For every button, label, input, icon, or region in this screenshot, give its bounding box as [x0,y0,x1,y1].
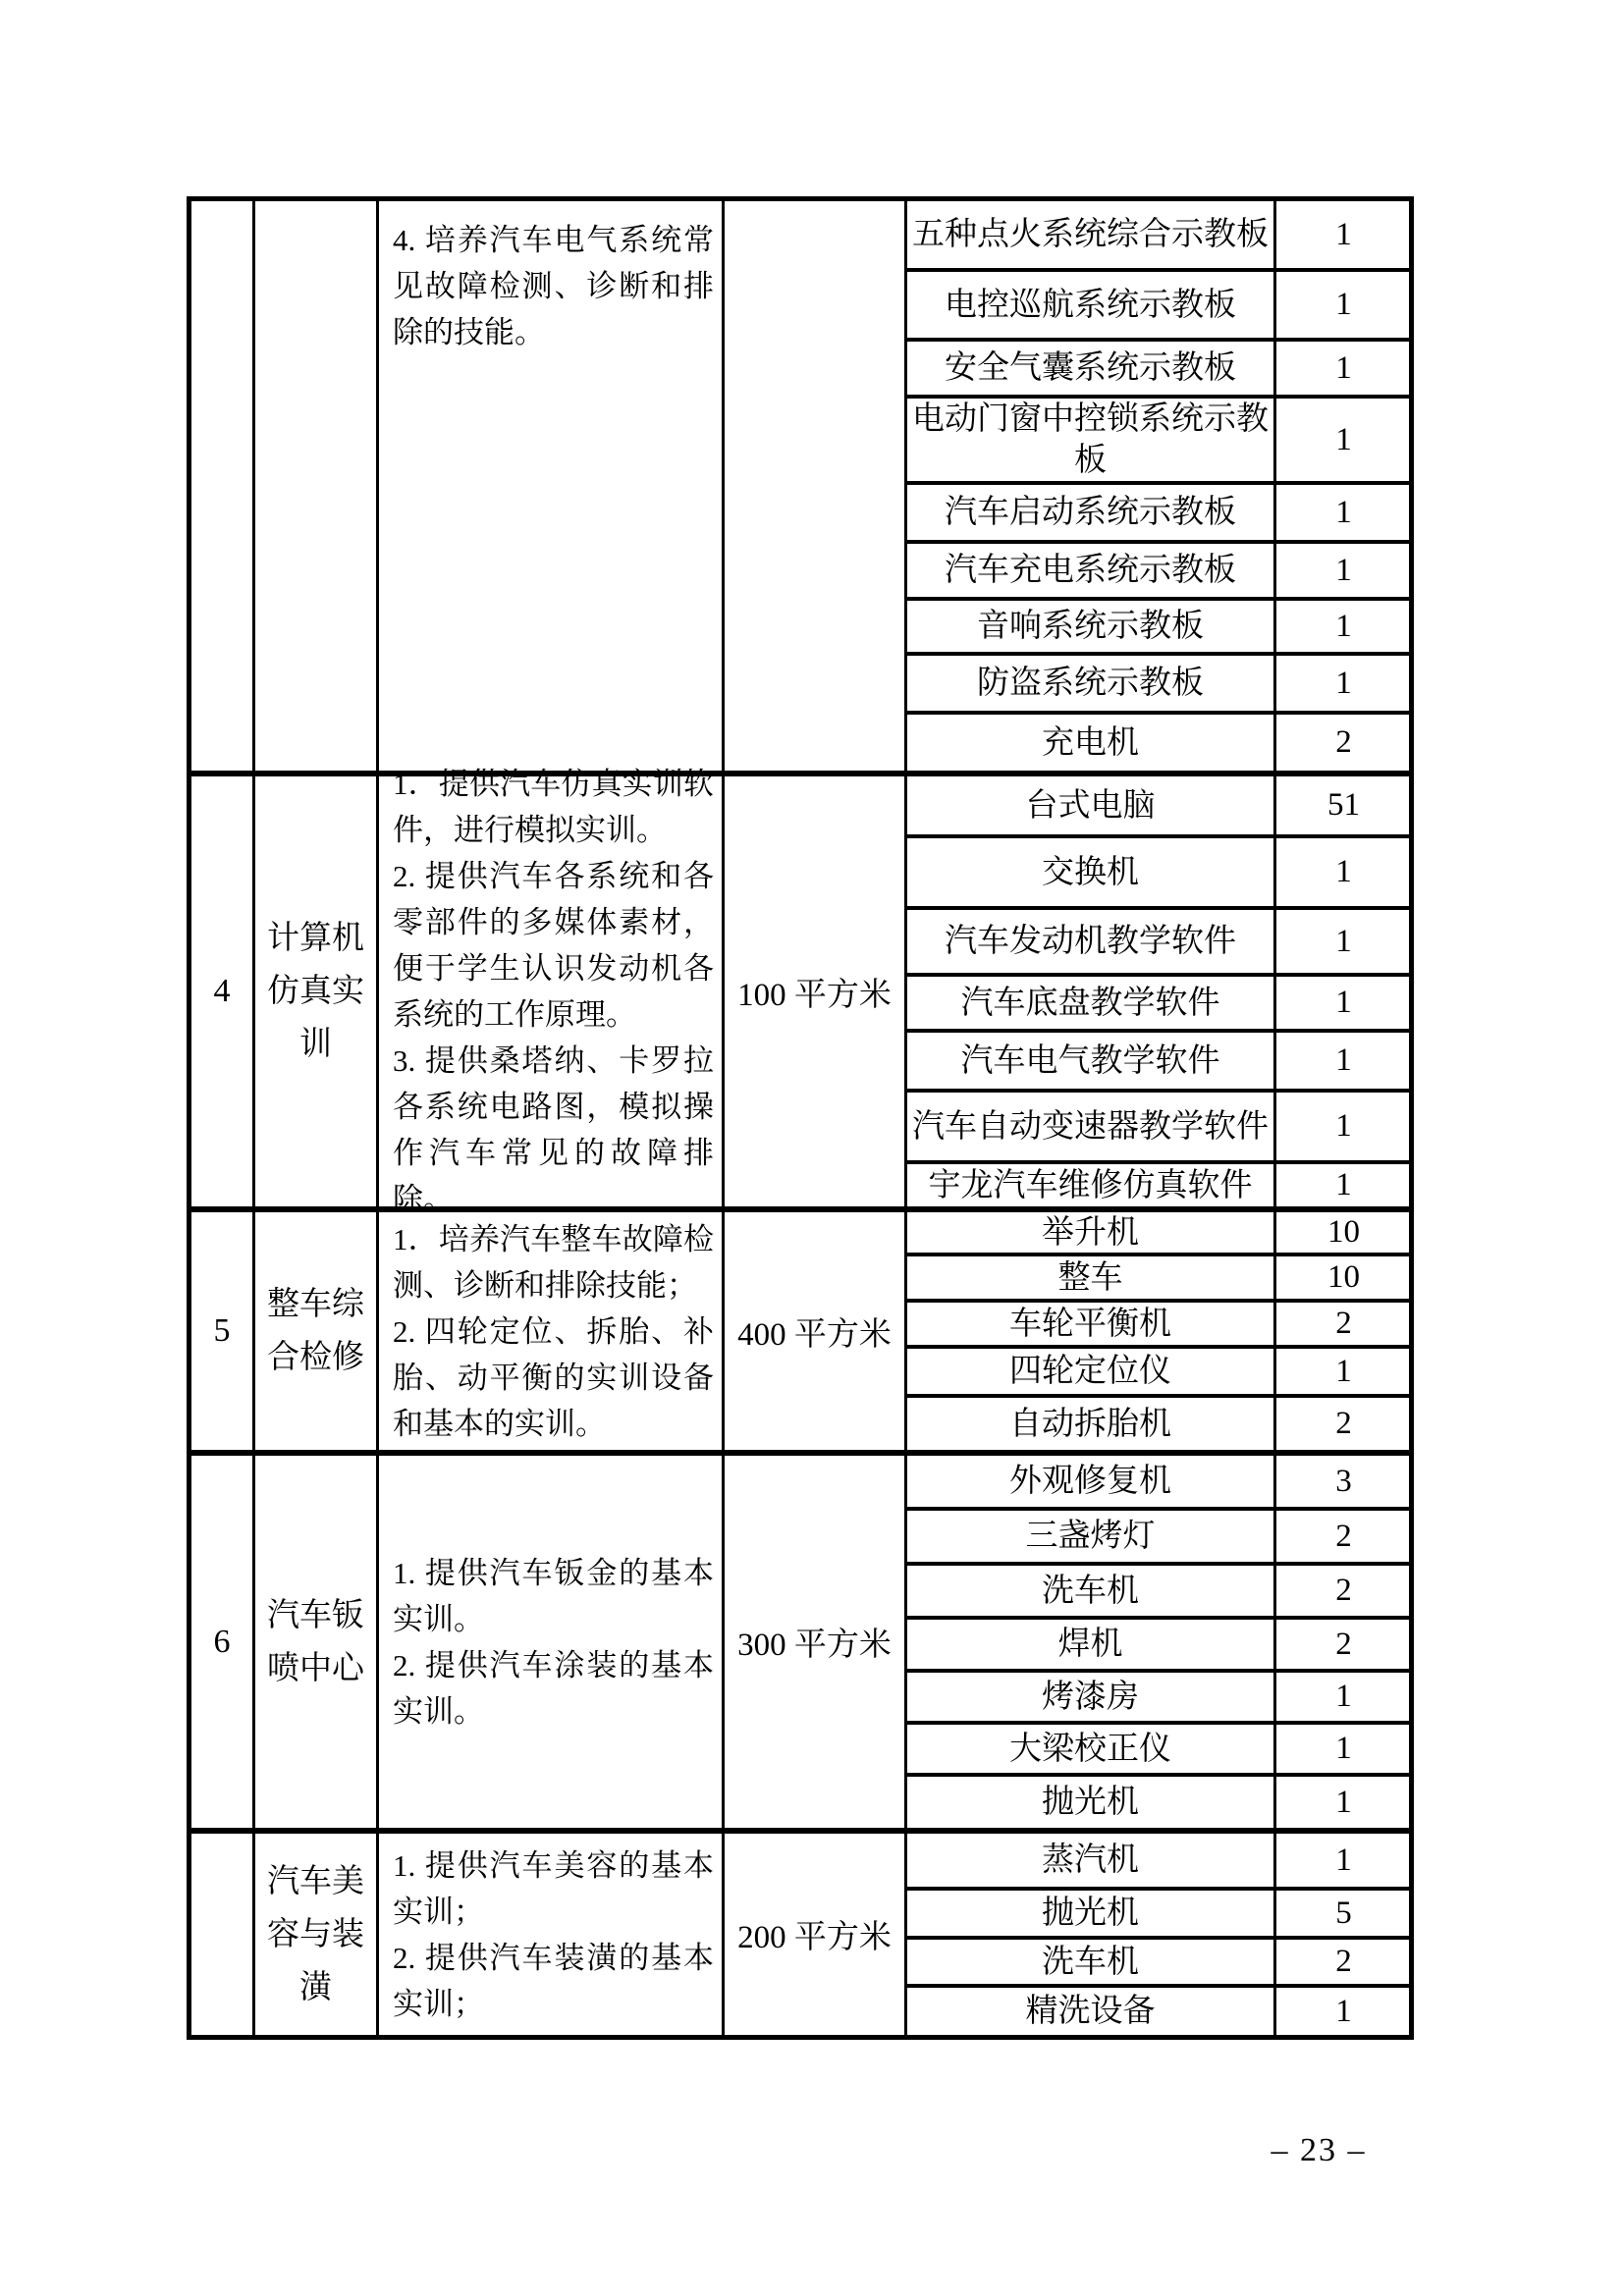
equipment-qty-cell: 1 [1335,1784,1352,1820]
equipment-name-cell: 精洗设备 [907,1988,1276,2035]
equipment-row [907,977,1414,1033]
facility-name-cell: 整车综合检修 [255,1212,379,1450]
equipment-qty-cell: 2 [1335,1406,1352,1441]
facility-function-cell [379,1212,725,1450]
table-section-body-paint-center [191,1450,1409,1828]
equipment-qty-cell: 1 [1335,287,1352,322]
equipment-name-cell: 音响系统示教板 [907,601,1276,652]
equipment-list [907,1212,1414,1450]
equipment-row [907,1093,1414,1164]
function-item: 2. 提供汽车涂装的基本实训。 [393,1647,714,1729]
equipment-name-cell: 四轮定位仪 [907,1349,1276,1394]
equipment-name-cell: 电动门窗中控锁系统示教板 [907,399,1276,481]
equipment-list [907,201,1414,771]
facility-name-cell: 汽车钣喷中心 [255,1456,379,1828]
table-section-beauty-upholstery [191,1828,1409,2035]
equipment-qty-cell: 1 [1335,1108,1352,1144]
area-cell [725,201,907,771]
equipment-qty-cell: 2 [1335,724,1352,760]
equipment-name-cell: 烤漆房 [907,1673,1276,1721]
row-number-cell: 6 [191,1456,255,1828]
training-facilities-table [187,196,1414,2040]
equipment-name-cell: 交换机 [907,838,1276,906]
equipment-row [907,1349,1414,1398]
equipment-name-cell: 充电机 [907,715,1276,771]
equipment-name-cell: 五种点火系统综合示教板 [907,201,1276,268]
equipment-row [907,342,1414,399]
equipment-qty-cell: 1 [1335,665,1352,701]
function-item: 4. 培养汽车电气系统常见故障检测、诊断和排除的技能。 [393,223,714,349]
equipment-qty-cell: 3 [1335,1463,1352,1499]
equipment-qty-cell: 1 [1335,1679,1352,1714]
table-section-vehicle-overhaul [191,1206,1409,1450]
equipment-qty-cell: 10 [1327,1259,1360,1295]
equipment-qty-cell: 1 [1335,349,1352,386]
facility-name-cell [255,201,379,771]
equipment-row [907,1212,1414,1256]
equipment-qty-cell: 1 [1335,1167,1352,1202]
equipment-row [907,1988,1414,2035]
equipment-row [907,1398,1414,1450]
row-number-cell [191,201,255,771]
equipment-row [907,1940,1414,1988]
equipment-row [907,1256,1414,1303]
area-cell: 300 平方米 [725,1456,907,1828]
equipment-list [907,776,1414,1206]
equipment-row [907,272,1414,342]
equipment-name-cell: 汽车充电系统示教板 [907,544,1276,597]
function-item: 2. 四轮定位、拆胎、补胎、动平衡的实训设备和基本的实训。 [393,1313,714,1441]
equipment-name-cell: 安全气囊系统示教板 [907,342,1276,395]
equipment-qty-cell: 2 [1335,1306,1352,1341]
facility-function-cell [379,767,725,1216]
equipment-row [907,1891,1414,1940]
facility-name-cell: 计算机仿真实训 [255,776,379,1206]
equipment-qty-cell: 51 [1327,787,1360,823]
equipment-qty-cell: 1 [1335,1842,1352,1878]
equipment-row [907,1725,1414,1777]
equipment-row [907,399,1414,485]
equipment-qty-cell: 1 [1335,421,1352,457]
area-cell: 400 平方米 [725,1212,907,1450]
equipment-name-cell: 洗车机 [907,1940,1276,1984]
equipment-qty-cell: 1 [1335,494,1352,530]
equipment-row [907,201,1414,272]
area-cell: 200 平方米 [725,1834,907,2035]
equipment-row [907,601,1414,656]
table-section-computer-simulation [191,767,1409,1216]
equipment-qty-cell: 2 [1335,1573,1352,1608]
equipment-name-cell: 自动拆胎机 [907,1398,1276,1450]
equipment-row [907,1620,1414,1673]
equipment-qty-cell: 1 [1335,216,1352,252]
equipment-row [907,910,1414,977]
equipment-name-cell: 抛光机 [907,1891,1276,1936]
equipment-name-cell: 大梁校正仪 [907,1725,1276,1773]
equipment-name-cell: 蒸汽机 [907,1834,1276,1887]
equipment-qty-cell: 10 [1327,1214,1360,1250]
function-item: 1. 提供汽车美容的基本实训； [393,1847,714,1929]
equipment-name-cell: 洗车机 [907,1566,1276,1616]
equipment-row [907,1834,1414,1891]
table-section-electrical-continued [191,201,1409,771]
equipment-row [907,1566,1414,1620]
function-item: 1．提供汽车仿真实训软件，进行模拟实训。 [393,767,714,847]
equipment-name-cell: 抛光机 [907,1777,1276,1828]
equipment-row [907,715,1414,771]
equipment-qty-cell: 1 [1335,608,1352,644]
equipment-row [907,544,1414,601]
equipment-name-cell: 电控巡航系统示教板 [907,272,1276,338]
equipment-name-cell: 三盏烤灯 [907,1511,1276,1562]
equipment-list [907,1834,1414,2035]
equipment-qty-cell: 1 [1335,985,1352,1020]
equipment-qty-cell: 1 [1335,1731,1352,1766]
equipment-name-cell: 举升机 [907,1212,1276,1253]
equipment-name-cell: 汽车自动变速器教学软件 [907,1093,1276,1160]
function-item: 2. 提供汽车装潢的基本实训； [393,1940,714,2021]
equipment-row [907,1456,1414,1511]
facility-function-cell [379,1456,725,1828]
equipment-qty-cell: 1 [1335,1353,1352,1389]
equipment-row [907,1303,1414,1349]
function-item: 1. 提供汽车钣金的基本实训。 [393,1555,714,1636]
equipment-qty-cell: 2 [1335,1626,1352,1662]
page-number: – 23 – [1271,2132,1367,2168]
function-item: 2. 提供汽车各系统和各零部件的多媒体素材，便于学生认识发动机各系统的工作原理。 [393,859,714,1032]
facility-function-cell [379,201,725,771]
row-number-cell: 5 [191,1212,255,1450]
row-number-cell [191,1834,255,2035]
equipment-list [907,1456,1414,1828]
equipment-name-cell: 汽车底盘教学软件 [907,977,1276,1029]
equipment-qty-cell: 1 [1335,552,1352,588]
equipment-name-cell: 焊机 [907,1620,1276,1669]
equipment-qty-cell: 1 [1335,1042,1352,1078]
equipment-name-cell: 防盗系统示教板 [907,656,1276,711]
equipment-row [907,1511,1414,1566]
equipment-row [907,1777,1414,1828]
equipment-name-cell: 宇龙汽车维修仿真软件 [907,1164,1276,1206]
equipment-row [907,656,1414,715]
equipment-row [907,838,1414,910]
equipment-name-cell: 外观修复机 [907,1456,1276,1507]
equipment-qty-cell: 2 [1335,1944,1352,1979]
equipment-row [907,1033,1414,1093]
equipment-qty-cell: 1 [1335,923,1352,959]
equipment-name-cell: 汽车发动机教学软件 [907,910,1276,973]
equipment-row [907,1673,1414,1725]
equipment-qty-cell: 1 [1335,854,1352,889]
function-item: 3. 提供桑塔纳、卡罗拉各系统电路图，模拟操作汽车常见的故障排除。 [393,1043,714,1216]
equipment-name-cell: 汽车电气教学软件 [907,1033,1276,1089]
equipment-qty-cell: 2 [1335,1518,1352,1554]
equipment-name-cell: 整车 [907,1256,1276,1299]
facility-name-cell: 汽车美容与装潢 [255,1834,379,2035]
equipment-row [907,1164,1414,1206]
equipment-row [907,776,1414,838]
equipment-qty-cell: 5 [1335,1895,1352,1931]
row-number-cell: 4 [191,776,255,1206]
equipment-name-cell: 车轮平衡机 [907,1303,1276,1345]
equipment-row [907,485,1414,544]
facility-function-cell [379,1834,725,2035]
equipment-name-cell: 台式电脑 [907,776,1276,834]
area-cell: 100 平方米 [725,776,907,1206]
function-item: 1．培养汽车整车故障检测、诊断和排除技能； [393,1221,714,1303]
equipment-qty-cell: 1 [1335,1993,1352,2029]
equipment-name-cell: 汽车启动系统示教板 [907,485,1276,540]
